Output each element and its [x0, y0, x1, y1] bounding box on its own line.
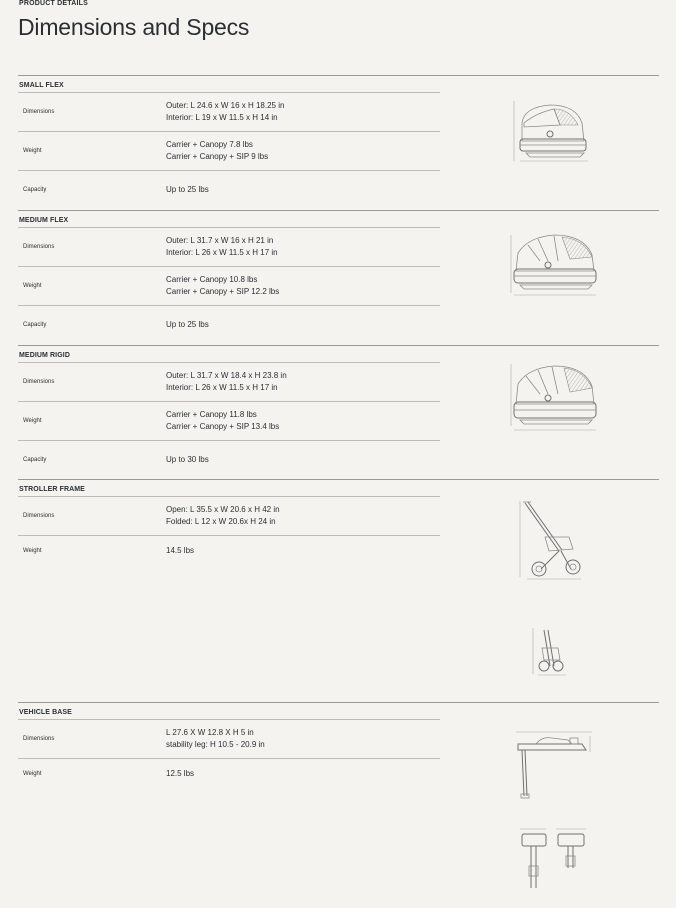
section-title: MEDIUM RIGID: [19, 352, 70, 359]
vehicle-base-front-illustration: [516, 826, 590, 892]
spec-value-line: Outer: L 31.7 x W 16 x H 21 in: [166, 236, 274, 245]
spec-row-capacity: [18, 305, 440, 344]
spec-value: [166, 441, 209, 479]
eyebrow-label: PRODUCT DETAILS: [19, 0, 88, 7]
spec-label: Weight: [23, 771, 42, 777]
spec-value-line: Carrier + Canopy 10.8 lbs: [166, 275, 258, 284]
spec-value: [166, 306, 209, 344]
spec-table: [18, 496, 440, 566]
spec-table: [18, 719, 440, 789]
spec-value-line: Carrier + Canopy + SIP 12.2 lbs: [166, 287, 280, 296]
spec-label: Dimensions: [23, 379, 55, 385]
spec-label: Dimensions: [23, 109, 55, 115]
spec-value-line: Carrier + Canopy 7.8 lbs: [166, 140, 253, 149]
spec-value: [166, 536, 194, 566]
spec-label: Capacity: [23, 187, 47, 193]
spec-value-line: Open: L 35.5 x W 20.6 x H 42 in: [166, 505, 280, 514]
spec-table: [18, 227, 440, 344]
spec-value: [166, 759, 194, 789]
spec-label: Weight: [23, 548, 42, 554]
spec-value: [166, 132, 268, 170]
spec-label: Capacity: [23, 457, 47, 463]
spec-value: [166, 497, 280, 535]
spec-label: Dimensions: [23, 244, 55, 250]
spec-value: [166, 171, 209, 209]
stroller-frame-folded-illustration: [530, 626, 570, 678]
spec-label: Weight: [23, 418, 42, 424]
spec-value-line: Up to 25 lbs: [166, 185, 209, 194]
medium-rigid-carrier-illustration: [508, 362, 600, 434]
spec-value: [166, 363, 287, 401]
spec-row-dimensions: [18, 227, 440, 266]
spec-row-dimensions: [18, 496, 440, 535]
spec-value-line: Folded: L 12 x W 20.6x H 24 in: [166, 517, 276, 526]
spec-value-line: Interior: L 19 x W 11.5 x H 14 in: [166, 113, 278, 122]
spec-value-line: Carrier + Canopy + SIP 13.4 lbs: [166, 422, 280, 431]
spec-row-capacity: [18, 170, 440, 209]
medium-flex-carrier-illustration: [508, 233, 600, 299]
spec-value-line: Up to 25 lbs: [166, 320, 209, 329]
spec-value: [166, 93, 284, 131]
stroller-frame-open-illustration: [515, 497, 585, 583]
spec-value: [166, 228, 278, 266]
spec-table: [18, 92, 440, 209]
spec-row-weight: [18, 401, 440, 440]
spec-row-capacity: [18, 440, 440, 479]
section-title: MEDIUM FLEX: [19, 217, 69, 224]
spec-row-dimensions: [18, 92, 440, 131]
page-title: Dimensions and Specs: [18, 14, 250, 40]
spec-value: [166, 402, 279, 440]
section-title: STROLLER FRAME: [19, 486, 85, 493]
section-title: SMALL FLEX: [19, 82, 64, 89]
spec-row-weight: [18, 266, 440, 305]
spec-value: [166, 720, 265, 758]
spec-value-line: 14.5 lbs: [166, 546, 195, 555]
spec-row-weight: [18, 758, 440, 789]
spec-value-line: Carrier + Canopy 11.8 lbs: [166, 410, 257, 419]
spec-label: Capacity: [23, 322, 47, 328]
spec-value-line: Outer: L 31.7 x W 18.4 x H 23.8 in: [166, 371, 287, 380]
spec-value-line: stability leg: H 10.5 - 20.9 in: [166, 740, 265, 749]
spec-row-dimensions: [18, 362, 440, 401]
spec-label: Weight: [23, 283, 42, 289]
spec-row-weight: [18, 535, 440, 566]
small-flex-carrier-illustration: [510, 97, 594, 165]
spec-value-line: Up to 30 lbs: [166, 455, 209, 464]
spec-value-line: 12.5 lbs: [166, 769, 195, 778]
spec-label: Dimensions: [23, 736, 55, 742]
spec-value-line: L 27.6 X W 12.8 X H 5 in: [166, 728, 254, 737]
spec-row-dimensions: [18, 719, 440, 758]
section-title: VEHICLE BASE: [19, 709, 72, 716]
spec-value: [166, 267, 279, 305]
vehicle-base-side-illustration: [512, 730, 596, 802]
spec-value-line: Carrier + Canopy + SIP 9 lbs: [166, 152, 269, 161]
spec-row-weight: [18, 131, 440, 170]
spec-value-line: Interior: L 26 x W 11.5 x H 17 in: [166, 248, 278, 257]
spec-value-line: Interior: L 26 x W 11.5 x H 17 in: [166, 383, 278, 392]
spec-value-line: Outer: L 24.6 x W 16 x H 18.25 in: [166, 101, 285, 110]
spec-label: Dimensions: [23, 513, 55, 519]
spec-table: [18, 362, 440, 479]
spec-label: Weight: [23, 148, 42, 154]
